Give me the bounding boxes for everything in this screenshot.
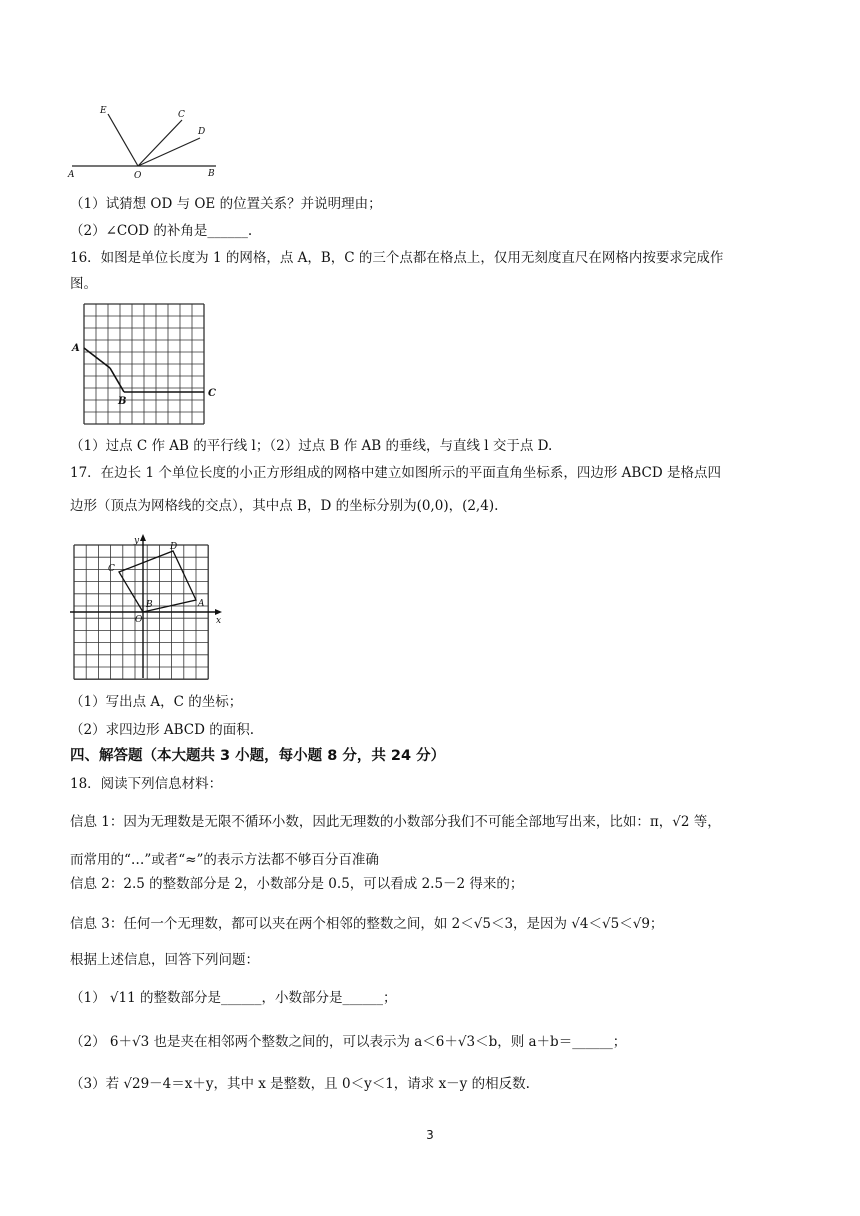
q15-part1: （1）试猜想 OD 与 OE 的位置关系？并说明理由； [70,196,382,212]
q17-coordinate-figure [66,534,230,680]
q18-info3: 信息 3：任何一个无理数，都可以夹在两个相邻的整数之间，如 2＜√5＜3，是因为 √4＜√5＜√9； [70,916,664,932]
q18-part3: （3）若 √29－4＝x＋y，其中 x 是整数，且 0＜y＜1，请求 x－y 的相反数. [70,1076,530,1092]
label-o: O [135,615,143,625]
page-number: 3 [426,1128,434,1142]
label-a: A [72,343,80,354]
q18-intro: 18．阅读下列信息材料： [70,776,223,792]
q16-grid-figure [70,298,220,428]
label-b: B [208,169,215,179]
q16-line1: 16．如图是单位长度为 1 的网格，点 A，B，C 的三个点都在格点上，仅用无刻度直尺在网格内按要求完成作 [70,250,724,266]
label-x: x [216,616,222,626]
label-a: A [68,170,75,180]
label-c: C [178,110,185,120]
label-e: E [100,106,107,116]
ray-oe [108,114,138,166]
label-b: B [118,396,127,407]
label-y: y [134,536,140,546]
q16-line2: 图。 [70,276,97,292]
y-axis-arrow [140,534,146,541]
x-axis-arrow [215,609,222,615]
q15-angle-figure [66,100,226,182]
q16-grid [84,304,204,424]
q15-part2: （2）∠COD 的补角是______. [70,223,253,239]
q18-part1: （1） √11 的整数部分是______，小数部分是______； [70,990,397,1006]
segment-ab-upper [84,348,110,368]
label-d: D [198,127,206,137]
q16-parts: （1）过点 C 作 AB 的平行线 l；（2）过点 B 作 AB 的垂线，与直线 l 交于点 D. [70,438,553,454]
q18-prompt: 根据上述信息，回答下列问题： [70,952,259,968]
q17-line1: 17．在边长 1 个单位长度的小正方形组成的网格中建立如图所示的平面直角坐标系，四边形 ABCD 是格点四 [70,465,722,481]
q17-part2: （2）求四边形 ABCD 的面积. [70,722,255,738]
q18-info1a: 信息 1：因为无理数是无限不循环小数，因此无理数的小数部分我们不可能全部地写出来，比如：π，√2 等， [70,814,721,830]
ray-od [138,138,200,166]
label-o: O [134,171,142,181]
label-c: C [208,388,216,399]
ray-oc [138,120,182,166]
label-c: C [108,564,115,574]
label-a: A [198,599,205,609]
q17-part1: （1）写出点 A，C 的坐标； [70,694,243,710]
q17-line2: 边形（顶点为网格线的交点），其中点 B，D 的坐标分别为(0,0)，(2,4). [70,498,499,514]
q18-info1b: 而常用的“…”或者“≈”的表示方法都不够百分百准确 [70,852,379,868]
label-d: D [170,542,178,552]
section-heading: 四、解答题（本大题共 3 小题，每小题 8 分，共 24 分） [70,748,446,764]
q18-part2: （2） 6＋√3 也是夹在相邻两个整数之间的，可以表示为 a＜6＋√3＜b，则 a＋b＝______； [70,1034,627,1050]
label-b: B [146,600,153,610]
q18-info2: 信息 2：2.5 的整数部分是 2，小数部分是 0.5，可以看成 2.5－2 得来的； [70,876,524,892]
